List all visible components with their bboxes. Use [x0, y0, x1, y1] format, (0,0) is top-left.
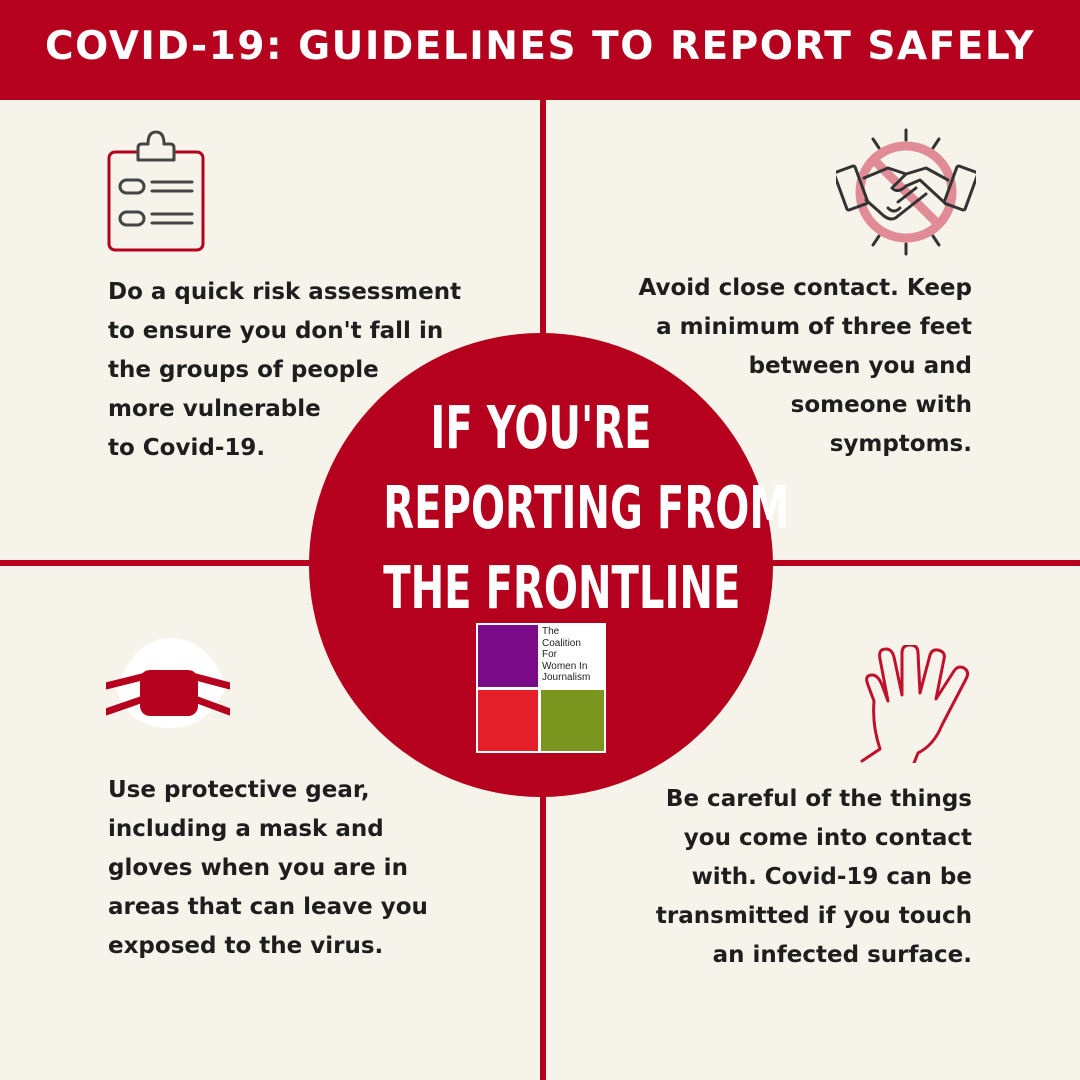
no-handshake-icon: [836, 128, 976, 256]
guideline-line: symptoms.: [829, 431, 972, 457]
logo-square-green: [541, 690, 604, 751]
logo-square-red: [478, 690, 538, 751]
guideline-line: the groups of people: [108, 357, 379, 383]
guideline-line: more vulnerable: [108, 396, 321, 422]
guideline-risk-assessment: [108, 273, 461, 468]
guideline-line: with. Covid-19 can be: [691, 864, 972, 890]
center-heading-line: REPORTING FROM: [383, 473, 790, 542]
logo-square-purple: [478, 625, 538, 687]
guideline-line: you come into contact: [683, 825, 972, 851]
logo-text: [542, 626, 604, 684]
guideline-line: transmitted if you touch: [655, 903, 972, 929]
open-hand-icon: [858, 645, 974, 763]
guideline-line: areas that can leave you: [108, 894, 428, 920]
logo-text-line: The: [542, 626, 560, 637]
header-banner: [0, 0, 1080, 100]
guideline-line: between you and: [748, 353, 972, 379]
guideline-line: gloves when you are in: [108, 855, 408, 881]
center-heading-line: THE FRONTLINE: [383, 553, 741, 622]
guideline-line: someone with: [790, 392, 972, 418]
guideline-line: Do a quick risk assessment: [108, 279, 462, 305]
logo-text-line: Women In: [542, 660, 588, 672]
guideline-line: Use protective gear,: [108, 777, 370, 803]
face-mask-icon: [106, 636, 230, 730]
guideline-line: including a mask and: [108, 816, 384, 842]
page-title: COVID-19: GUIDELINES TO REPORT SAFELY: [45, 23, 1035, 69]
coalition-logo: [476, 623, 606, 753]
clipboard-checklist-icon: [104, 130, 208, 254]
guideline-line: to ensure you don't fall in: [108, 318, 444, 344]
guideline-line: to Covid-19.: [108, 435, 266, 461]
center-heading-line: IF YOU'RE: [430, 393, 652, 462]
guideline-line: an infected surface.: [712, 942, 972, 968]
guideline-line: Be careful of the things: [665, 786, 972, 812]
logo-text-line: Coalition: [542, 637, 581, 649]
guideline-protective-gear: [108, 771, 428, 966]
guideline-line: exposed to the virus.: [108, 933, 384, 959]
logo-text-line: Journalism: [542, 672, 591, 683]
logo-text-line: For: [542, 649, 557, 660]
guideline-line: a minimum of three feet: [656, 314, 972, 340]
guideline-avoid-contact: [638, 269, 972, 464]
guideline-line: Avoid close contact. Keep: [638, 275, 972, 301]
guideline-surface-contact: [656, 780, 972, 975]
